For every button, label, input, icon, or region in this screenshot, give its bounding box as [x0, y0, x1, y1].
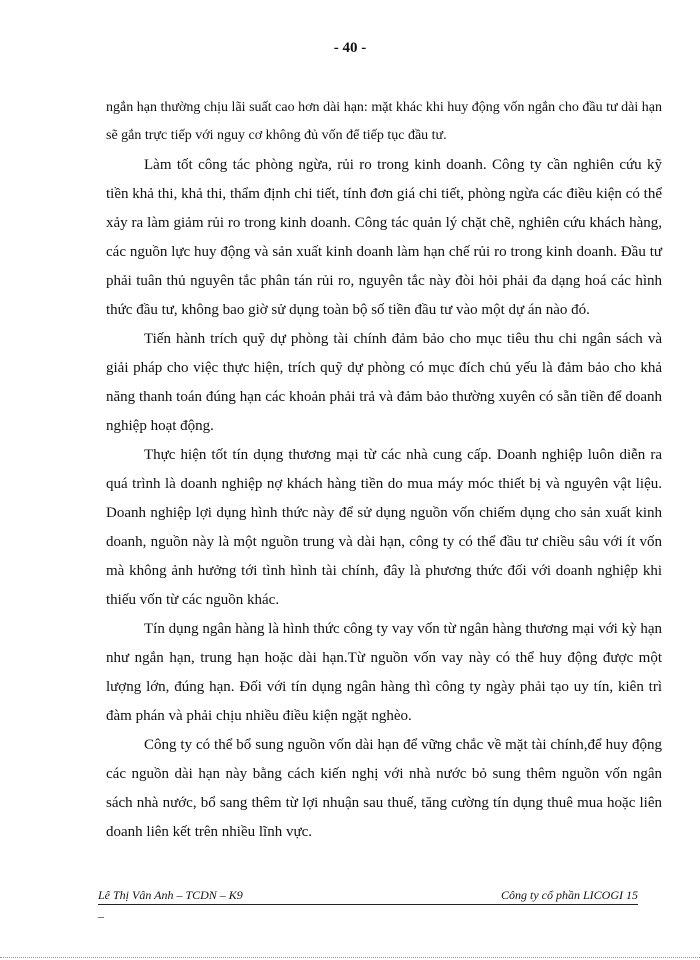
footer-author: Lê Thị Vân Anh – TCDN – K9: [98, 888, 243, 902]
footer-company: Công ty cổ phần LICOGI 15: [501, 888, 638, 902]
paragraph-6: Công ty có thể bổ sung nguồn vốn dài hạn để vững chắc về mặt tài chính,để huy động các nguồn dài hạn này bằng cách kiến nghị với nhà nước bỏ sung thêm nguồn vốn ngân sách nhà nước, bổ sang thêm từ lợi nhuận sau thuế, tăng cường tín dụng thuê mua hoặc liên doanh liên kết trên nhiều lĩnh vực.: [106, 737, 662, 840]
paragraph-4: Thực hiện tốt tín dụng thương mại từ các nhà cung cấp. Doanh nghiệp luôn diễn ra quá trình là doanh nghiệp nợ khách hàng tiền do mua máy móc thiết bị và nguyên vật liệu. Doanh nghiệp lợi dụng hình thức này để sử dụng nguồn vốn chiếm dụng cho sản xuất kinh doanh, nguồn này là một nguồn trung và dài hạn, công ty có thể đầu tư chiều sâu với ít vốn mà không ảnh hưởng tới tình hình tài chính, đây là phương thức đối với doanh nghiệp khi thiếu vốn từ các nguồn khác.: [106, 447, 662, 608]
footer-tail: _: [98, 905, 104, 919]
page-number: - 40 -: [333, 40, 367, 56]
page-bottom-divider: [0, 957, 700, 958]
paragraph-5: Tín dụng ngân hàng là hình thức công ty vay vốn từ ngân hàng thương mại với kỳ hạn như ngắn hạn, trung hạn hoặc dài hạn.Từ nguồn vốn vay này có thể huy động được một lượng lớn, đúng hạn. Đối với tín dụng ngân hàng thì công ty ngày phải tạo uy tín, kiên trì đàm phán và phải chịu nhiều điều kiện ngặt nghèo.: [106, 621, 662, 724]
document-body: [106, 94, 662, 847]
paragraph-2: Làm tốt công tác phòng ngừa, rủi ro trong kinh doanh. Công ty cần nghiên cứu kỹ tiền khả thi, khả thi, thẩm định chi tiết, tính đơn giá chi tiết, phòng ngừa các điều kiện có thể xảy ra làm giảm rủi ro trong kinh doanh. Công tác quản lý chặt chẽ, nghiên cứu khách hàng, các nguồn lực huy động và sản xuất kinh doanh làm hạn chế rủi ro trong kinh doanh. Đầu tư phải tuân thủ nguyên tắc phân tán rủi ro, nguyên tắc này đòi hỏi phải đa dạng hoá các hình thức đầu tư, không bao giờ sử dụng toàn bộ số tiền đầu tư vào một dự án nào đó.: [106, 157, 662, 318]
paragraph-3: Tiến hành trích quỹ dự phòng tài chính đảm bảo cho mục tiêu thu chi ngân sách và giải pháp cho việc thực hiện, trích quỹ dự phòng có mục đích chủ yếu là đảm bảo cho khả năng thanh toán đúng hạn các khoản phải trả và đảm bảo thường xuyên có sẵn tiền để doanh nghiệp hoạt động.: [106, 331, 662, 434]
page-footer: [98, 888, 638, 905]
paragraph-1: ngắn hạn thường chịu lãi suất cao hơn dài hạn: mặt khác khi huy động vốn ngắn cho đầu tư dài hạn sẽ gắn trực tiếp với nguy cơ không đủ vốn để tiếp tục đầu tư.: [106, 100, 662, 143]
